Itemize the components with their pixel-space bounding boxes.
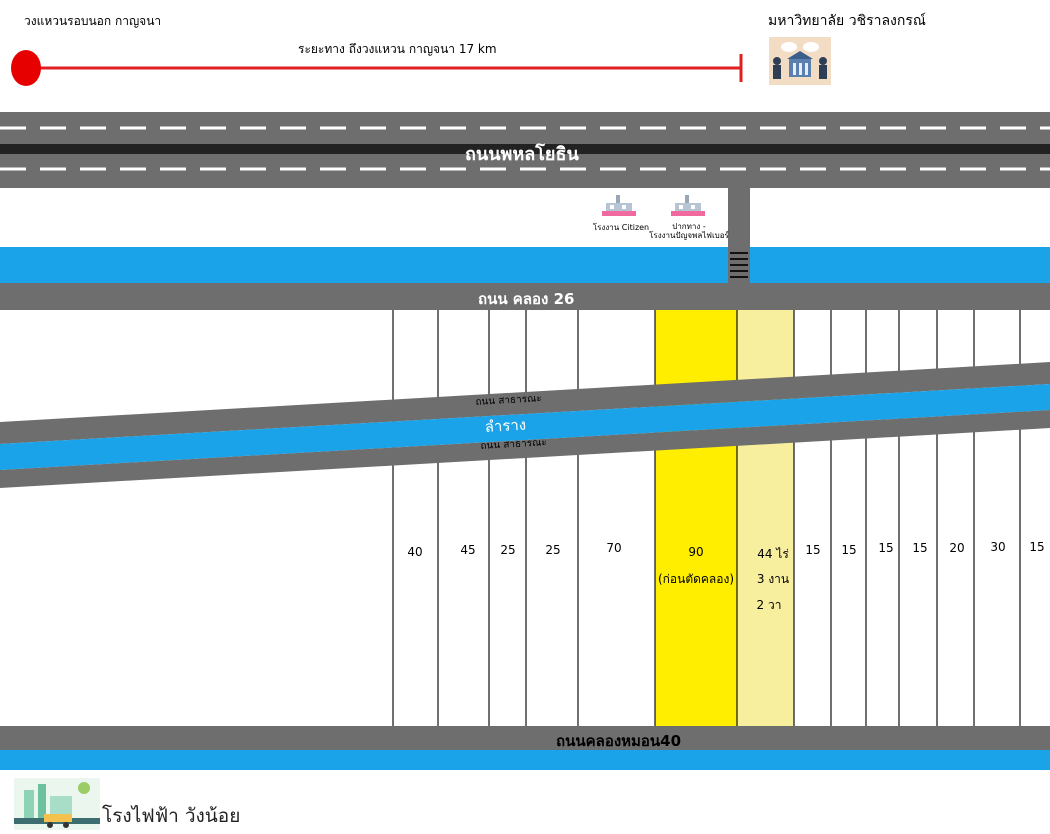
plot-value: 15 (841, 543, 857, 557)
citizen-factory-label: โรงงาน Citizen (592, 223, 650, 232)
upper-canal (0, 247, 1050, 283)
plot-note: (ก่อนตัดคลอง) (657, 572, 735, 586)
distance-label: ระยะทาง ถึงวงแหวน กาญจนา 17 km (298, 42, 497, 56)
public-road-lower-label: ถนน สาธารณะ (480, 437, 548, 452)
citizen-factory-icon (602, 193, 636, 219)
entrance-label-line2: โรงงานปัญจพลไฟเบอร์ (649, 231, 729, 240)
phahonyothin-label: ถนนพหลโยธิน (465, 144, 579, 165)
bottom-canal (0, 750, 1050, 770)
plot-value: 90 (688, 545, 704, 559)
plot-note: 3 งาน (756, 572, 790, 586)
plot-value: 15 (1029, 540, 1045, 554)
khlong26-label: ถนน คลอง 26 (478, 290, 575, 308)
power-plant-icon (14, 778, 100, 830)
ring-road-label: วงแหวนรอบนอก กาญจนา (24, 14, 162, 28)
university-label: มหาวิทยาลัย วชิราลงกรณ์ (768, 13, 926, 29)
plot-value: 70 (606, 541, 622, 555)
plot-value: 40 (407, 545, 423, 559)
plot-value: 15 (912, 541, 928, 555)
plot-value: 44 ไร่ (757, 547, 789, 561)
lam-rang-label: ลำราง (484, 415, 527, 436)
plot-value: 30 (990, 540, 1006, 554)
plot-90-highlight (655, 310, 737, 726)
entrance-label-line1: ปากทาง - (672, 222, 706, 231)
entrance-label (648, 222, 730, 240)
khlong-mon40-road (0, 726, 1050, 750)
plot-value: 45 (460, 543, 476, 557)
plot-value: 25 (500, 543, 516, 557)
panjapol-factory-icon (671, 193, 705, 219)
plot-value: 15 (878, 541, 894, 555)
university-icon (769, 37, 831, 85)
plot-value: 25 (545, 543, 561, 557)
ring-road-marker (11, 50, 41, 86)
plot-44-highlight (737, 310, 794, 726)
plot-value: 15 (805, 543, 821, 557)
power-plant-label: โรงไฟฟ้า วังน้อย (102, 805, 241, 827)
plot-value: 20 (949, 541, 965, 555)
public-road-upper-label: ถนน สาธารณะ (475, 393, 543, 408)
khlong-mon40-label: ถนนคลองหมอน40 (556, 732, 682, 750)
plot-note: 2 วา (756, 598, 782, 612)
